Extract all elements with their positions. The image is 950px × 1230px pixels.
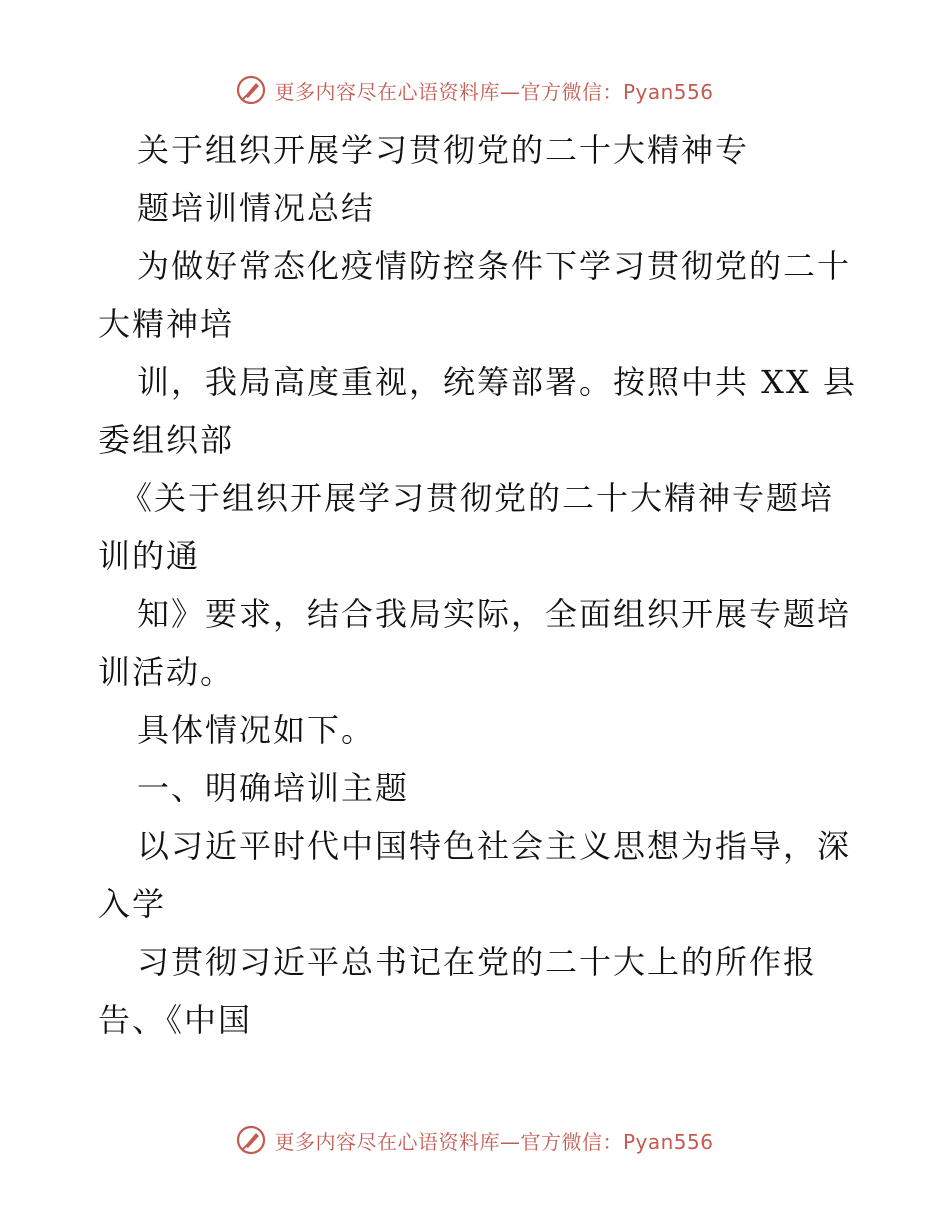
- paragraph-line: 习贯彻习近平总书记在党的二十大上的所作报: [137, 943, 818, 981]
- footer-watermark: [0, 1120, 950, 1160]
- section-heading: 一、明确培训主题: [137, 769, 410, 807]
- paragraph-line: 告、《中国: [98, 1001, 253, 1039]
- paragraph-line: 训的通: [98, 537, 201, 575]
- paragraph-line: 训活动。: [98, 653, 235, 691]
- watermark-text: 更多内容尽在心语资料库—官方微信：Pyan556: [274, 1129, 714, 1154]
- paragraph-line: 以习近平时代中国特色社会主义思想为指导，深: [137, 827, 852, 865]
- quill-seal-logo-icon: [236, 1125, 266, 1155]
- paragraph-line: 知》要求，结合我局实际，全面组织开展专题培: [137, 595, 852, 633]
- paragraph-line: 为做好常态化疫情防控条件下学习贯彻党的二十: [137, 247, 852, 285]
- paragraph-line: 入学: [98, 885, 167, 923]
- quill-seal-logo-icon: [236, 75, 266, 105]
- doc-title-line-2: 题培训情况总结: [137, 189, 376, 227]
- watermark-text: 更多内容尽在心语资料库—官方微信：Pyan556: [274, 79, 714, 104]
- paragraph-line: 《关于组织开展学习贯彻党的二十大精神专题培: [120, 479, 835, 517]
- paragraph-line: 训，我局高度重视，统筹部署。按照中共 XX 县: [137, 363, 857, 401]
- doc-title-line-1: 关于组织开展学习贯彻党的二十大精神专: [137, 131, 750, 169]
- paragraph-line: 委组织部: [98, 421, 235, 459]
- paragraph-line: 大精神培: [98, 305, 235, 343]
- header-watermark: [0, 70, 950, 110]
- paragraph-line: 具体情况如下。: [137, 711, 376, 749]
